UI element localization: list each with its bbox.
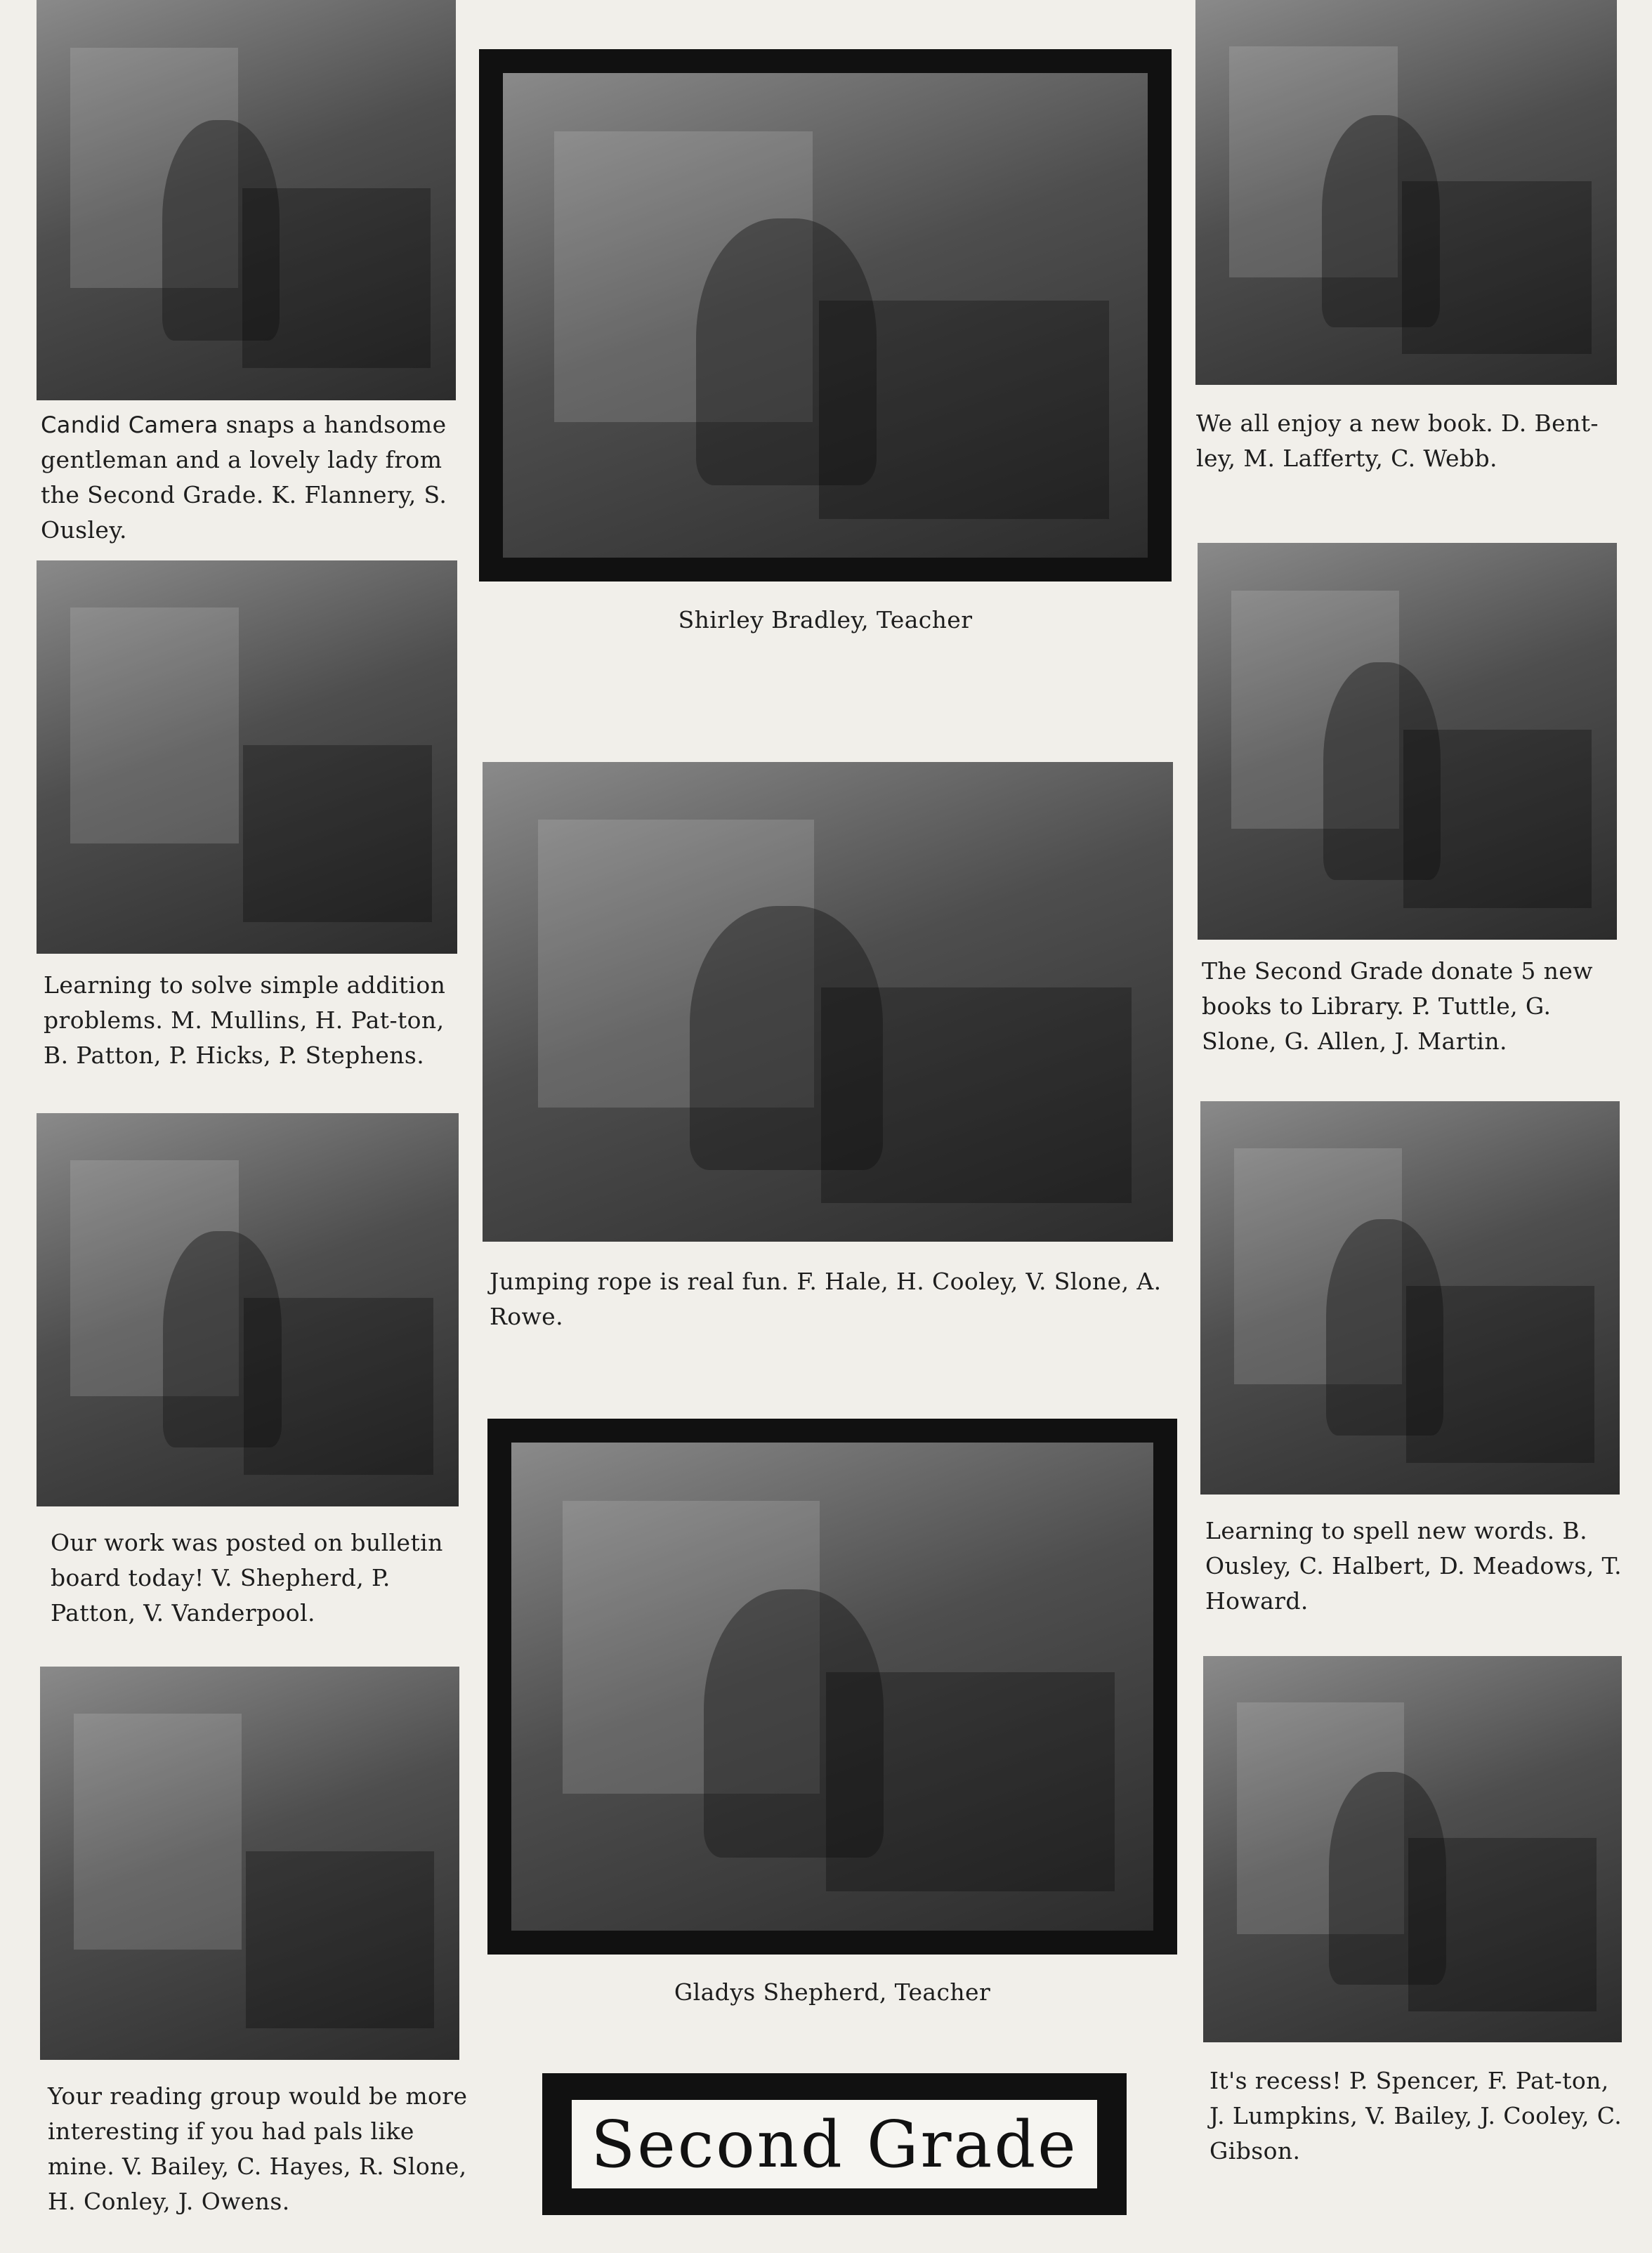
frame-teacher-bradley <box>479 49 1172 582</box>
caption-candid-camera <box>41 407 455 548</box>
photo-library <box>1198 543 1617 940</box>
caption-recess: It's recess! P. Spencer, F. Pat-ton, J. Lumpkins, V. Bailey, J. Cooley, C. Gibson. <box>1210 2067 1622 2165</box>
photo-spell <box>1200 1101 1620 1495</box>
photo-new-book <box>1195 0 1617 385</box>
photo-jumping-rope <box>483 762 1173 1242</box>
photo-candid-camera <box>37 0 456 400</box>
frame-teacher-shepherd <box>487 1419 1177 1955</box>
caption-candid-camera-text: snaps a handsome gentleman and a lovely lady from the Second Grade. K. Flannery, S. Ousley. <box>41 411 447 544</box>
photo-addition <box>37 560 457 954</box>
caption-reading-group: Your reading group would be more interesting if you had pals like mine. V. Bailey, C. Hayes, R. Slone, H. Conley, J. Owens. <box>48 2082 468 2215</box>
caption-bulletin: Our work was posted on bulletin board today! V. Shepherd, P. Patton, V. Vanderpool. <box>51 1529 443 1627</box>
caption-candid-camera-lead: Candid Camera <box>41 412 218 438</box>
photo-bulletin <box>37 1113 459 1506</box>
caption-spell: Learning to spell new words. B. Ousley, C. Halbert, D. Meadows, T. Howard. <box>1205 1517 1622 1615</box>
photo-reading-group <box>40 1667 459 2060</box>
caption-teacher-shepherd: Gladys Shepherd, Teacher <box>674 1978 991 2006</box>
caption-addition: Learning to solve simple addition problems. M. Mullins, H. Pat-ton, B. Patton, P. Hicks, P. Stephens. <box>44 971 446 1069</box>
page-title: Second Grade <box>591 2106 1078 2182</box>
photo-recess <box>1203 1656 1622 2042</box>
title-frame <box>542 2073 1127 2215</box>
caption-new-book: We all enjoy a new book. D. Bent-ley, M. Lafferty, C. Webb. <box>1196 409 1599 472</box>
photo-teacher-shepherd <box>511 1443 1153 1931</box>
photo-teacher-bradley <box>503 73 1148 558</box>
title-panel <box>572 2100 1097 2188</box>
caption-teacher-bradley: Shirley Bradley, Teacher <box>678 606 973 633</box>
caption-jumping-rope: Jumping rope is real fun. F. Hale, H. Cooley, V. Slone, A. Rowe. <box>490 1268 1162 1330</box>
caption-library: The Second Grade donate 5 new books to Library. P. Tuttle, G. Slone, G. Allen, J. Martin. <box>1202 957 1593 1055</box>
